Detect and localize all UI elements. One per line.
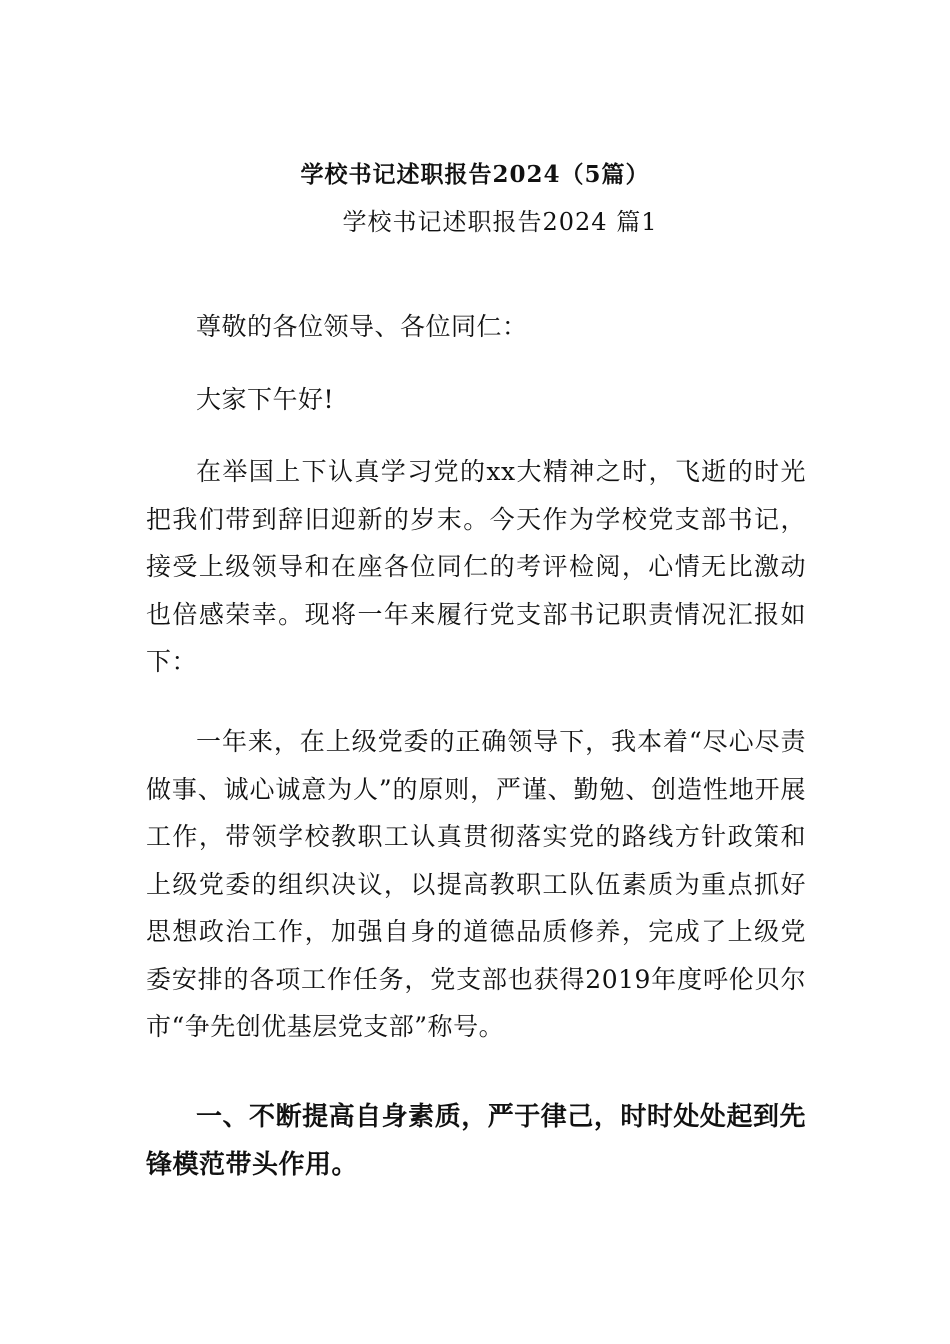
hello-line: 大家下午好!	[196, 385, 335, 414]
document-title: 学校书记述职报告2024（5篇）	[300, 161, 650, 188]
body-paragraph: 在举国上下认真学习党的xx大精神之时，飞逝的时光把我们带到辞旧迎新的岁末。今天作为学校党支部书记，接受上级领导和在座各位同仁的考评检阅，心情无比激动也倍感荣幸。现将一年来履行党支部书记职责情况汇报如下：	[146, 457, 806, 676]
section-heading: 一、不断提高自身素质，严于律己，时时处处起到先锋模范带头作用。	[146, 1102, 806, 1180]
body-paragraph: 一年来，在上级党委的正确领导下，我本着“尽心尽责做事、诚心诚意为人”的原则，严谨、勤勉、创造性地开展工作，带领学校教职工认真贯彻落实党的路线方针政策和上级党委的组织决议，以提高教职工队伍素质为重点抓好思想政治工作，加强自身的道德品质修养，完成了上级党委安排的各项工作任务，党支部也获得2019年度呼伦贝尔市“争先创优基层党支部”称号。	[146, 727, 806, 1041]
greeting-line: 尊敬的各位领导、各位同仁：	[196, 312, 528, 341]
document-subtitle: 学校书记述职报告2024 篇1	[342, 208, 658, 236]
